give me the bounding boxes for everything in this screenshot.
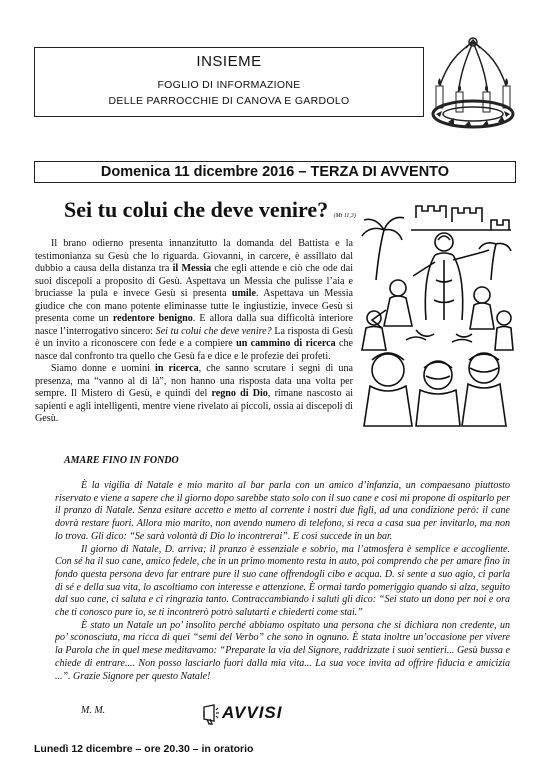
avvisi-heading: AVVISI [222, 703, 283, 722]
article-title [64, 197, 356, 223]
story-paragraph: Il giorno di Natale, D. arriva; il pranzo è essenziale e sobrio, ma l’atmosfera è semplice e accogliente. Con sé ha il suo cane, amico fedele, che in un primo momento resta in auto, poi comprendo che per amare fino in fondo questa persona devo far entrare pure il suo cane offrendogli cibo e acqua. D. si sente a suo agio, ci parla di sé e della sua vita, lo ascoltiamo con interesse e attenzione. È ormai tardo pomeriggio quando si alza, seguito dal suo cane, ci saluta e ci ringrazia tanto. Contraccambiando i saluti gli dico: “Sei stato un dono per noi e ora che ti conosco pure io, se ti incontrerò potrò salutarti e chiederti come stai.” [55, 543, 510, 619]
advent-wreath-icon [428, 34, 518, 134]
story-title: AMARE FINO IN FONDO [64, 455, 179, 466]
article-title-text: Sei tu colui che deve venire? [64, 197, 329, 222]
article-body [35, 238, 353, 426]
megaphone-icon [201, 703, 219, 725]
date-banner: Domenica 11 dicembre 2016 – TERZA DI AVVENTO [34, 161, 516, 183]
newsletter-subtitle-line1: FOGLIO DI INFORMAZIONE [157, 79, 301, 91]
article-paragraph: Siamo donne e uomini in ricerca, che sanno scrutare i segni di una presenza, ma “vanno al di là”, non hanno una risposta data una volta per sempre. Il Mistero di Gesù, e quindi del regno di Dio, rimane nascosto ai sapienti e agli intelligenti, mentre viene rivelato ai piccoli, ossia ai discepoli di Gesù. [35, 363, 354, 424]
story-signature: M. M. [81, 705, 106, 716]
newsletter-title: INSIEME [196, 53, 262, 70]
bible-reference: (Mt 11,3) [333, 213, 356, 219]
story-paragraph: È stato un Natale un po’ insolito perché abbiamo ospitato una persona che si dichiara non credente, un po’ sconosciuta, ma ricca di quei “semi del Verbo” che sono in ognuno. È stata inoltre un’occasione per vivere la Parola che in quel mese meditavamo: “Preparate la via del Signore, raddrizzate i suoi sentieri... Gesù bussa e chiede di entrare.... Non posso lasciarlo fuori dalla mia vita... La sua voce invita ad offrire fiducia e amicizia ...”. Grazie Signore per questo Natale! [55, 619, 510, 682]
jesus-crowd-illustration [356, 200, 516, 432]
notice-line: Lunedì 12 dicembre – ore 20.30 – in oratorio [34, 743, 254, 755]
header-box [34, 47, 424, 117]
story-body [55, 480, 510, 683]
newsletter-subtitle-line2: DELLE PARROCCHIE DI CANOVA E GARDOLO [108, 95, 350, 107]
story-paragraph: È la vigilia di Natale e mio marito al bar parla con un amico d’infanzia, un compaesano piuttosto riservato e viene a sapere che il giorno dopo sarebbe stato solo con il suo cane e così mi propone di ospitarlo per il pranzo di Natale. Senza esitare accetto e metto al corrente i nostri due figli, ad una condizione però: il cane dovrà restare fuori. Allora mio marito, non avendo numero di telefono, si reca a casa sua per invitarlo, ma non lo trova. Gli dico: “Se sarà volontà di Dio lo incontrerai”. E così succede in un bar. [55, 480, 510, 542]
article-paragraph: Il brano odierno presenta innanzitutto la domanda del Battista e la testimonianza su Gesù che lo riguarda. Giovanni, in carcere, è assillato dal dubbio a causa della distanza tra il Messia che egli attende e ciò che ode dai suoi discepoli a proposito di Gesù. Aspettava un Messia che pulisse l’aia e bruciasse la pula e invece Gesù si presenta umile. Aspettava un Messia giudice che con mano potente eliminasse tutte le ingiustizie, invece Gesù si presenta come un redentore benigno. E allora dalla sua difficoltà interiore nasce l’interrogativo sincero: Sei tu colui che deve venire? La risposta di Gesù è un invito a riconoscere con fede e a compiere un cammino di ricerca che nasce dal confronto tra quello che Gesù fa e dice e le profezie dei profeti. [35, 238, 354, 362]
